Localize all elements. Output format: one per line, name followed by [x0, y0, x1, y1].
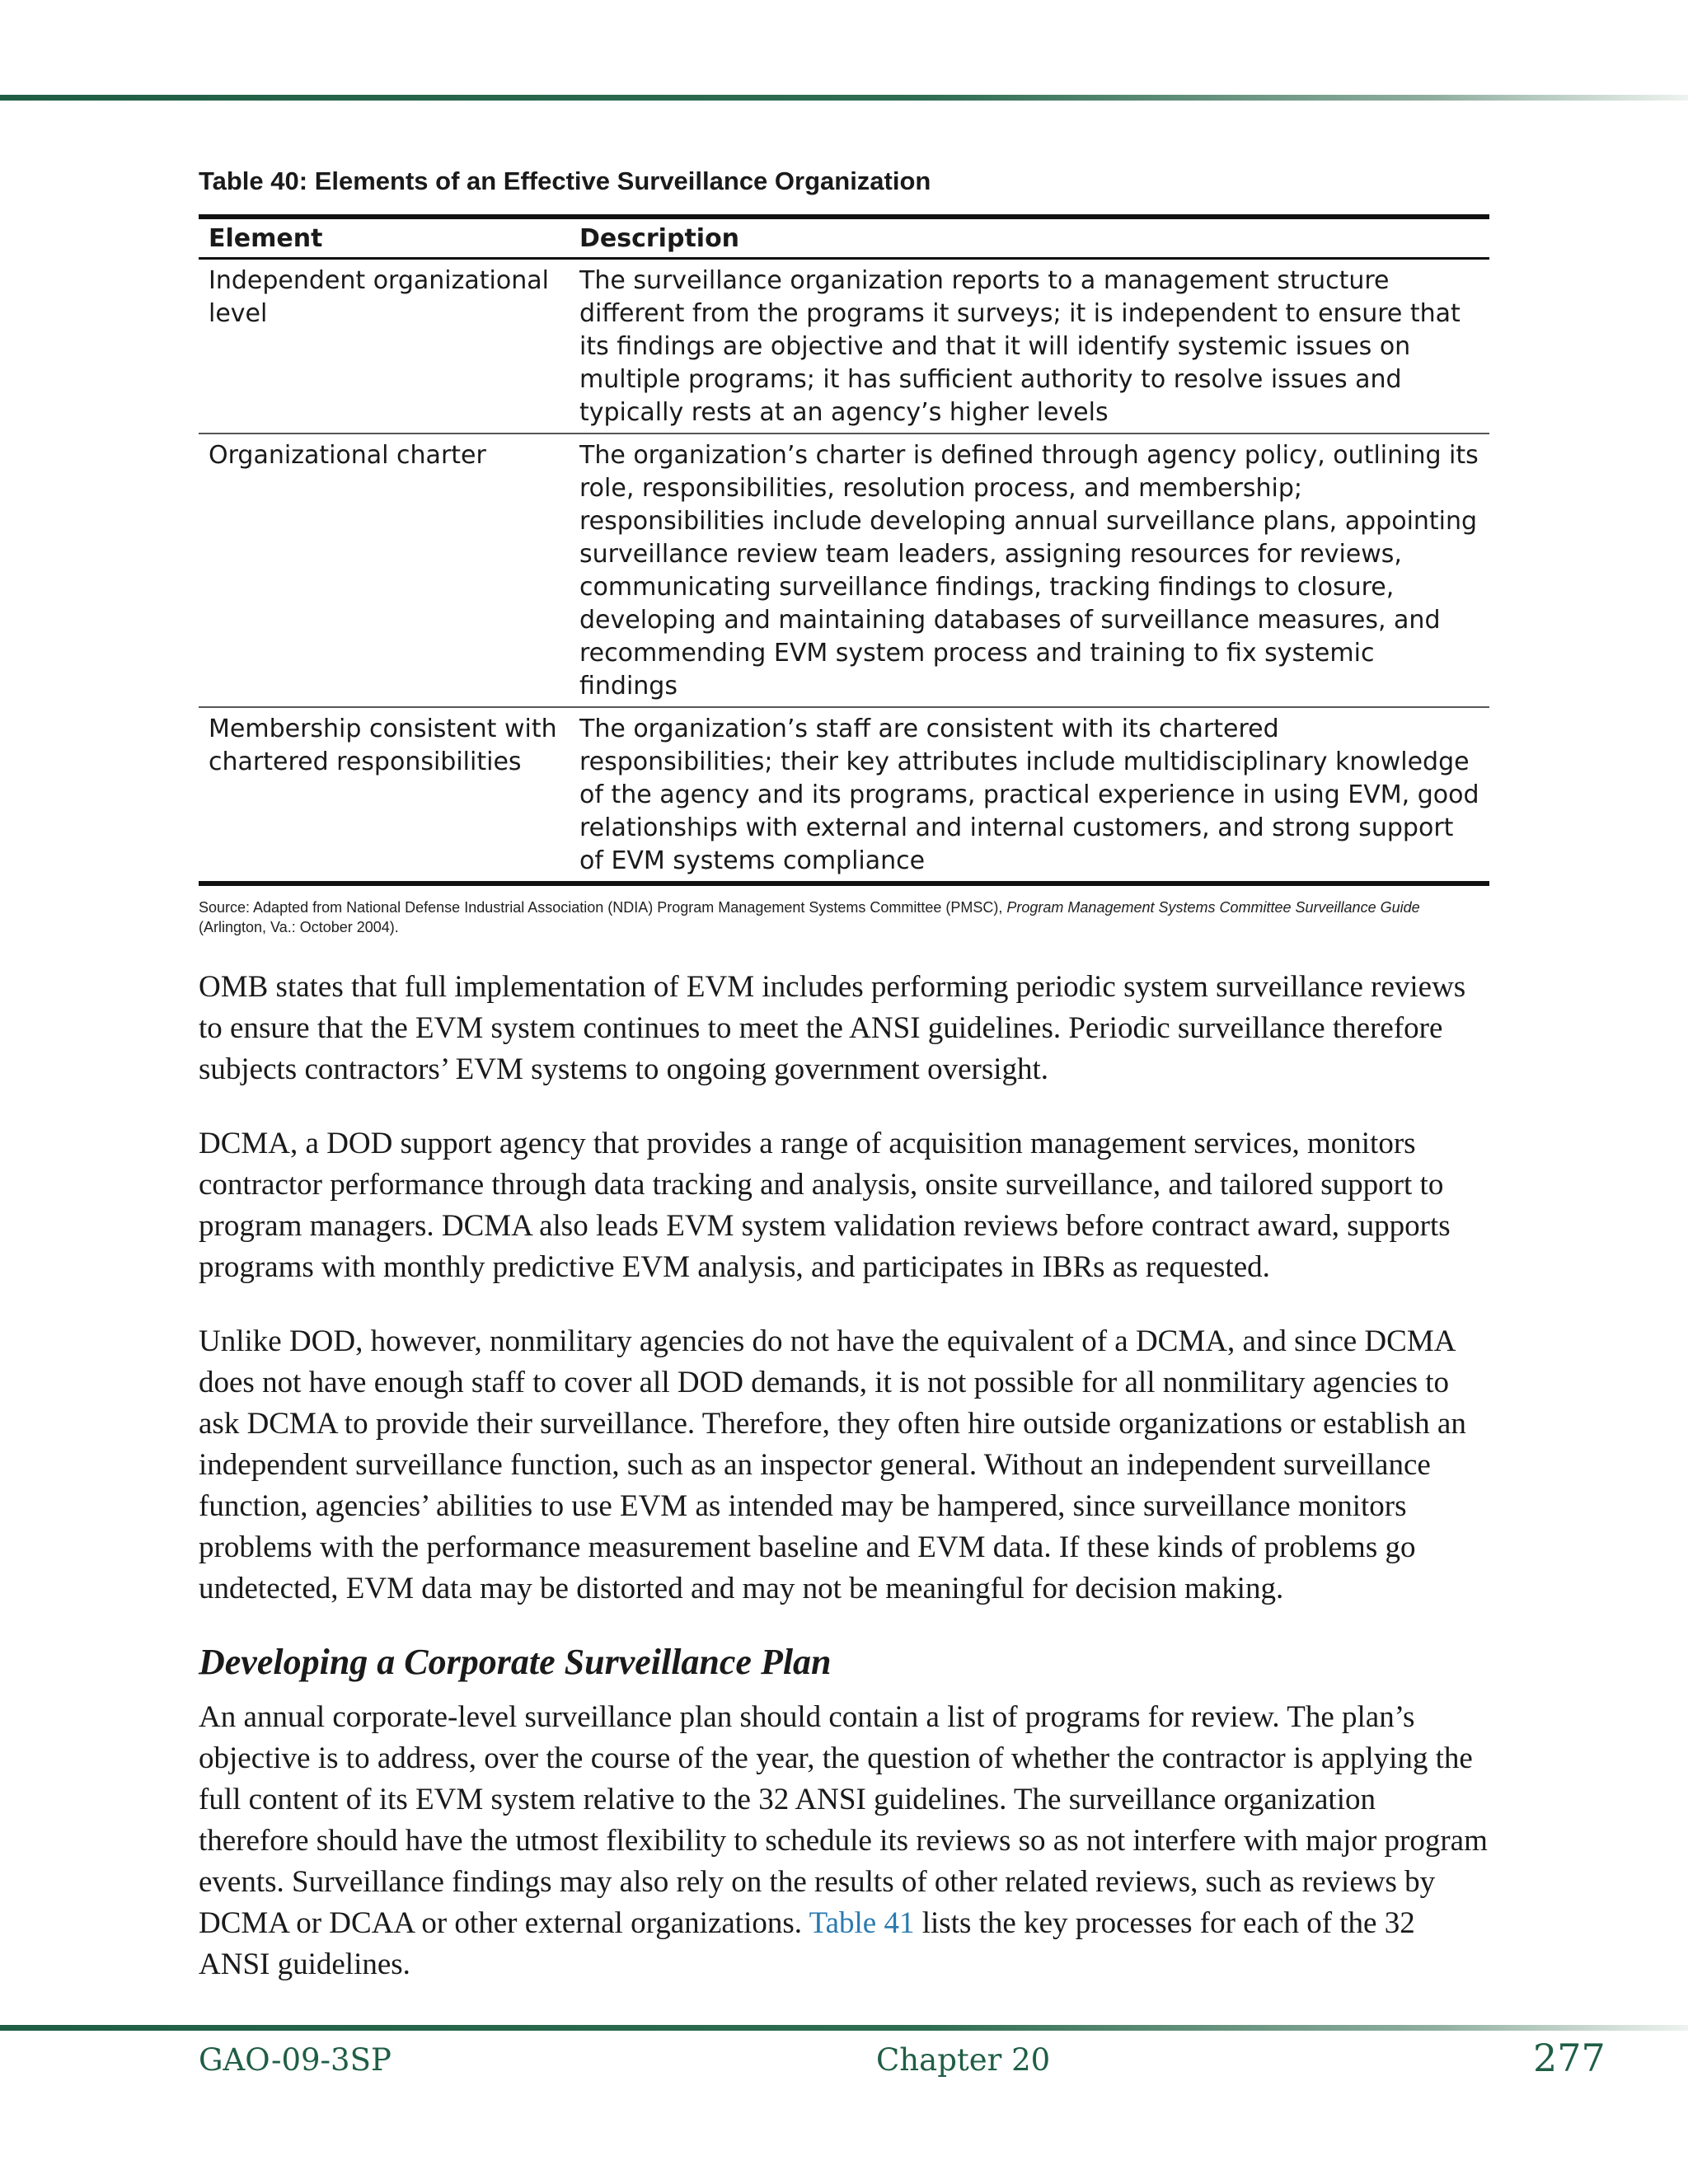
table-row: [199, 434, 1489, 707]
source-prefix: Source: Adapted from National Defense Industrial Association (NDIA) Program Management Systems Committee (PMSC),: [199, 899, 1007, 916]
column-header-element: Element: [199, 217, 570, 259]
page-content: [199, 165, 1489, 1985]
table-cell-element: Membership consistent with chartered responsibilities: [209, 715, 557, 776]
source-title: Program Management Systems Committee Surveillance Guide: [1006, 899, 1420, 916]
body-paragraph: DCMA, a DOD support agency that provides a range of acquisition management services, monitors contractor performance through data tracking and analysis, onsite surveillance, and tailored support to program managers. DCMA also leads EVM system validation reviews before contract award, supports programs with monthly predictive EVM analysis, and participates in IBRs as requested.: [199, 1127, 1451, 1284]
surveillance-elements-table: [199, 214, 1489, 886]
header-rule: [0, 95, 1688, 101]
table-row: [199, 259, 1489, 434]
table-cell-element: Independent organizational level: [199, 259, 570, 434]
table-41-link[interactable]: Table 41: [809, 1906, 915, 1940]
table-cell-description: The surveillance organization reports to a management structure different from the programs it surveys; it is independent to ensure that its findings are objective and that it will identify systemic issues on multiple programs; it has sufficient authority to resolve issues and typically rests at an agency’s higher levels: [570, 259, 1489, 434]
table-row: [199, 707, 1489, 883]
table-header-row: [199, 217, 1489, 259]
source-suffix: (Arlington, Va.: October 2004).: [199, 919, 399, 935]
table-title: Table 40: Elements of an Effective Surveillance Organization: [199, 166, 931, 195]
table-cell-description: The organization’s staff are consistent with its chartered responsibilities; their key attributes include multidisciplinary knowledge of the agency and its programs, practical experience in using EVM, good relationships with external and internal customers, and strong support of EVM systems compliance: [579, 715, 1479, 875]
paragraph-text: lists the key processes for each of the 32 ANSI guidelines.: [199, 1906, 1415, 1981]
page-footer: [0, 2036, 1688, 2085]
body-paragraph: Unlike DOD, however, nonmilitary agencies do not have the equivalent of a DCMA, and since DCMA does not have enough staff to cover all DOD demands, it is not possible for all nonmilitary agencies to ask DCMA to provide their surveillance. Therefore, they often hire outside organizations or establish an independent surveillance function, such as an inspector general. Without an independent surveillance function, agencies’ abilities to use EVM as intended may be hampered, since surveillance monitors problems with the performance measurement baseline and EVM data. If these kinds of problems go undetected, EVM data may be distorted and may not be meaningful for decision making.: [199, 1324, 1466, 1605]
body-paragraph: OMB states that full implementation of EVM includes performing periodic system surveillance reviews to ensure that the EVM system continues to meet the ANSI guidelines. Periodic surveillance therefore subjects contractors’ EVM systems to ongoing government oversight.: [199, 970, 1466, 1086]
table-source-note: [199, 898, 1489, 937]
body-paragraph: [199, 1697, 1489, 1985]
paragraph-text: An annual corporate-level surveillance plan should contain a list of programs for review. The plan’s objective is to address, over the course of the year, the question of whether the contractor is applying the full content of its EVM system relative to the 32 ANSI guidelines. The surveillance organization therefore should have the utmost flexibility to schedule its reviews so as not interfere with major program events. Surveillance findings may also rely on the results of other related reviews, such as reviews by DCMA or DCAA or other external organizations.: [199, 1700, 1488, 1940]
footer-rule: [0, 2025, 1688, 2031]
table-cell-element: Organizational charter: [199, 434, 570, 707]
column-header-description: Description: [570, 217, 1489, 259]
table-cell-description: The organization’s charter is defined through agency policy, outlining its role, responsibilities, resolution process, and membership; responsibilities include developing annual surveillance plans, appointing surveillance review team leaders, assigning resources for reviews, communicating surveillance findings, tracking findings to closure, developing and maintaining databases of surveillance measures, and recommending EVM system process and training to fix systemic findings: [570, 434, 1489, 707]
report-id: GAO-09-3SP: [199, 2042, 392, 2078]
page-number: 277: [1533, 2036, 1606, 2080]
chapter-label: Chapter 20: [876, 2042, 1051, 2078]
section-heading: Developing a Corporate Surveillance Plan: [199, 1642, 832, 1682]
